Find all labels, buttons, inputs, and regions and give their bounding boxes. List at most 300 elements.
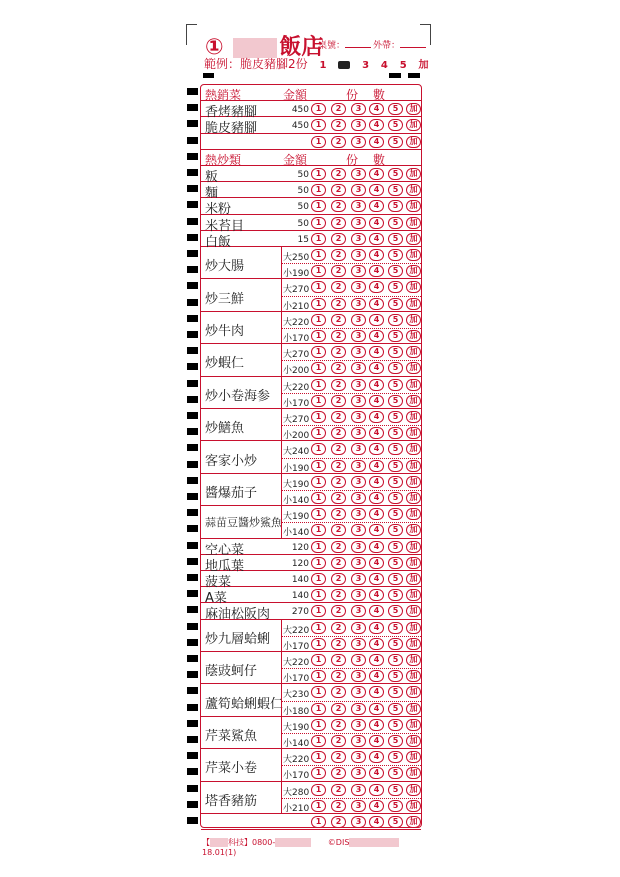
quantity-bubble-5[interactable]: 5 <box>388 800 403 812</box>
quantity-bubble-1[interactable]: 1 <box>311 524 326 536</box>
quantity-bubble-add[interactable]: 加 <box>406 168 421 180</box>
quantity-bubble-add[interactable]: 加 <box>406 265 421 277</box>
example-bubble-5: 5 <box>399 60 407 71</box>
quantity-bubble-4[interactable]: 4 <box>369 395 384 407</box>
quantity-bubble-5[interactable]: 5 <box>388 735 403 747</box>
quantity-bubble-2[interactable]: 2 <box>331 281 346 293</box>
quantity-bubble-1[interactable]: 1 <box>311 573 326 585</box>
quantity-bubble-5[interactable]: 5 <box>388 816 403 828</box>
quantity-bubble-5[interactable]: 5 <box>388 249 403 261</box>
quantity-bubble-3[interactable]: 3 <box>351 136 366 148</box>
quantity-bubble-4[interactable]: 4 <box>369 411 384 423</box>
quantity-bubble-4[interactable]: 4 <box>369 265 384 277</box>
quantity-bubble-1[interactable]: 1 <box>311 314 326 326</box>
quantity-bubble-5[interactable]: 5 <box>388 119 403 131</box>
quantity-bubble-1[interactable]: 1 <box>311 200 326 212</box>
quantity-bubble-3[interactable]: 3 <box>351 233 366 245</box>
quantity-bubble-add[interactable]: 加 <box>406 298 421 310</box>
timing-mark <box>187 137 198 144</box>
quantity-bubble-5[interactable]: 5 <box>388 557 403 569</box>
quantity-bubble-1[interactable]: 1 <box>311 703 326 715</box>
quantity-bubble-2[interactable]: 2 <box>331 298 346 310</box>
size-price-small: 小170 <box>283 674 310 685</box>
quantity-bubble-5[interactable]: 5 <box>388 589 403 601</box>
timing-mark <box>187 396 198 403</box>
quantity-bubble-5[interactable]: 5 <box>388 508 403 520</box>
quantity-bubble-5[interactable]: 5 <box>388 346 403 358</box>
quantity-bubble-1[interactable]: 1 <box>311 330 326 342</box>
menu-item-row <box>201 409 421 441</box>
quantity-bubble-2[interactable]: 2 <box>331 703 346 715</box>
quantity-bubble-3[interactable]: 3 <box>351 638 366 650</box>
quantity-bubble-3[interactable]: 3 <box>351 314 366 326</box>
quantity-bubble-4[interactable]: 4 <box>369 476 384 488</box>
quantity-bubble-4[interactable]: 4 <box>369 184 384 196</box>
quantity-bubble-2[interactable]: 2 <box>331 427 346 439</box>
quantity-bubble-4[interactable]: 4 <box>369 119 384 131</box>
menu-item-name: 菠菜 <box>205 575 232 591</box>
quantity-bubble-3[interactable]: 3 <box>351 557 366 569</box>
quantity-bubble-add[interactable]: 加 <box>406 508 421 520</box>
timing-mark <box>187 282 198 289</box>
quantity-bubble-4[interactable]: 4 <box>369 508 384 520</box>
quantity-bubble-2[interactable]: 2 <box>331 589 346 601</box>
quantity-bubble-add[interactable]: 加 <box>406 443 421 455</box>
quantity-bubble-5[interactable]: 5 <box>388 605 403 617</box>
quantity-bubble-2[interactable]: 2 <box>331 362 346 374</box>
quantity-bubble-add[interactable]: 加 <box>406 281 421 293</box>
menu-item-name: 蒜苗豆醬炒鯊魚 <box>205 516 282 530</box>
quantity-bubble-4[interactable]: 4 <box>369 784 384 796</box>
timing-mark <box>187 525 198 532</box>
quantity-bubble-5[interactable]: 5 <box>388 541 403 553</box>
quantity-bubble-2[interactable]: 2 <box>331 767 346 779</box>
quantity-bubble-1[interactable]: 1 <box>311 168 326 180</box>
quantity-bubble-5[interactable]: 5 <box>388 233 403 245</box>
quantity-bubble-add[interactable]: 加 <box>406 524 421 536</box>
example-filled-bubble-icon <box>338 61 350 69</box>
quantity-bubble-2[interactable]: 2 <box>331 249 346 261</box>
quantity-bubble-2[interactable]: 2 <box>331 605 346 617</box>
quantity-bubble-add[interactable]: 加 <box>406 589 421 601</box>
quantity-bubble-3[interactable]: 3 <box>351 735 366 747</box>
quantity-bubble-1[interactable]: 1 <box>311 217 326 229</box>
quantity-bubble-add[interactable]: 加 <box>406 217 421 229</box>
quantity-bubble-add[interactable]: 加 <box>406 379 421 391</box>
quantity-bubble-1[interactable]: 1 <box>311 346 326 358</box>
quantity-bubble-2[interactable]: 2 <box>331 476 346 488</box>
quantity-bubble-1[interactable]: 1 <box>311 136 326 148</box>
quantity-bubble-4[interactable]: 4 <box>369 541 384 553</box>
quantity-bubble-2[interactable]: 2 <box>331 751 346 763</box>
quantity-bubble-3[interactable]: 3 <box>351 573 366 585</box>
quantity-bubble-3[interactable]: 3 <box>351 443 366 455</box>
quantity-bubble-2[interactable]: 2 <box>331 184 346 196</box>
quantity-bubble-5[interactable]: 5 <box>388 622 403 634</box>
quantity-bubble-1[interactable]: 1 <box>311 767 326 779</box>
quantity-bubble-4[interactable]: 4 <box>369 654 384 666</box>
quantity-bubble-add[interactable]: 加 <box>406 103 421 115</box>
size-price-small: 小200 <box>283 431 310 442</box>
quantity-bubble-5[interactable]: 5 <box>388 654 403 666</box>
quantity-bubble-5[interactable]: 5 <box>388 298 403 310</box>
quantity-bubble-5[interactable]: 5 <box>388 281 403 293</box>
quantity-bubble-add[interactable]: 加 <box>406 119 421 131</box>
quantity-bubble-2[interactable]: 2 <box>331 784 346 796</box>
size-price-small: 小140 <box>283 738 310 749</box>
quantity-bubble-2[interactable]: 2 <box>331 654 346 666</box>
quantity-bubble-add[interactable]: 加 <box>406 719 421 731</box>
quantity-bubble-2[interactable]: 2 <box>331 443 346 455</box>
quantity-bubble-2[interactable]: 2 <box>331 670 346 682</box>
quantity-bubble-1[interactable]: 1 <box>311 605 326 617</box>
quantity-bubble-2[interactable]: 2 <box>331 719 346 731</box>
quantity-bubble-1[interactable]: 1 <box>311 460 326 472</box>
quantity-bubble-add[interactable]: 加 <box>406 638 421 650</box>
timing-mark <box>187 574 198 581</box>
quantity-bubble-1[interactable]: 1 <box>311 103 326 115</box>
quantity-bubble-1[interactable]: 1 <box>311 541 326 553</box>
example-bubble-1: 1 <box>319 60 327 71</box>
quantity-bubble-2[interactable]: 2 <box>331 686 346 698</box>
quantity-bubble-add[interactable]: 加 <box>406 686 421 698</box>
quantity-bubble-add[interactable]: 加 <box>406 314 421 326</box>
quantity-bubble-3[interactable]: 3 <box>351 767 366 779</box>
quantity-bubble-1[interactable]: 1 <box>311 654 326 666</box>
quantity-bubble-5[interactable]: 5 <box>388 136 403 148</box>
quantity-bubble-1[interactable]: 1 <box>311 784 326 796</box>
quantity-bubble-5[interactable]: 5 <box>388 784 403 796</box>
quantity-bubble-4[interactable]: 4 <box>369 298 384 310</box>
quantity-bubble-add[interactable]: 加 <box>406 200 421 212</box>
quantity-bubble-4[interactable]: 4 <box>369 103 384 115</box>
menu-item-row <box>201 279 421 311</box>
quantity-bubble-3[interactable]: 3 <box>351 816 366 828</box>
quantity-bubble-2[interactable]: 2 <box>331 541 346 553</box>
quantity-bubble-2[interactable]: 2 <box>331 265 346 277</box>
quantity-bubble-3[interactable]: 3 <box>351 265 366 277</box>
quantity-bubble-2[interactable]: 2 <box>331 233 346 245</box>
menu-item-name: 麵 <box>205 186 219 202</box>
quantity-bubble-add[interactable]: 加 <box>406 541 421 553</box>
quantity-bubble-2[interactable]: 2 <box>331 460 346 472</box>
quantity-bubble-add[interactable]: 加 <box>406 346 421 358</box>
quantity-bubble-2[interactable]: 2 <box>331 557 346 569</box>
quantity-bubble-3[interactable]: 3 <box>351 508 366 520</box>
menu-item-row <box>201 182 421 202</box>
quantity-bubble-5[interactable]: 5 <box>388 362 403 374</box>
takeout-field[interactable]: 外帶： <box>373 38 426 51</box>
quantity-bubble-1[interactable]: 1 <box>311 233 326 245</box>
quantity-bubble-add[interactable]: 加 <box>406 784 421 796</box>
quantity-bubble-1[interactable]: 1 <box>311 492 326 504</box>
footer: 【 科技】0800- ©DIS 18.01(1) <box>202 837 427 857</box>
quantity-bubble-add[interactable]: 加 <box>406 605 421 617</box>
quantity-bubble-3[interactable]: 3 <box>351 460 366 472</box>
menu-item-name: 香烤豬腳 <box>205 105 258 121</box>
quantity-bubble-4[interactable]: 4 <box>369 524 384 536</box>
quantity-bubble-add[interactable]: 加 <box>406 654 421 666</box>
quantity-bubble-3[interactable]: 3 <box>351 411 366 423</box>
quantity-bubble-5[interactable]: 5 <box>388 476 403 488</box>
quantity-bubble-3[interactable]: 3 <box>351 362 366 374</box>
quantity-bubble-2[interactable]: 2 <box>331 103 346 115</box>
quantity-bubble-2[interactable]: 2 <box>331 379 346 391</box>
menu-item-name: 炒九層蛤蜊 <box>205 631 271 647</box>
footer-copyright: ©DIS <box>327 838 350 847</box>
quantity-bubble-4[interactable]: 4 <box>369 249 384 261</box>
quantity-bubble-2[interactable]: 2 <box>331 217 346 229</box>
quantity-bubble-4[interactable]: 4 <box>369 751 384 763</box>
quantity-bubble-4[interactable]: 4 <box>369 605 384 617</box>
quantity-bubble-4[interactable]: 4 <box>369 686 384 698</box>
quantity-bubble-3[interactable]: 3 <box>351 184 366 196</box>
quantity-bubble-2[interactable]: 2 <box>331 314 346 326</box>
quantity-bubble-add[interactable]: 加 <box>406 249 421 261</box>
quantity-bubble-3[interactable]: 3 <box>351 330 366 342</box>
quantity-bubble-2[interactable]: 2 <box>331 168 346 180</box>
quantity-bubble-add[interactable]: 加 <box>406 233 421 245</box>
quantity-bubble-add[interactable]: 加 <box>406 767 421 779</box>
quantity-bubble-1[interactable]: 1 <box>311 719 326 731</box>
quantity-bubble-3[interactable]: 3 <box>351 784 366 796</box>
quantity-bubble-5[interactable]: 5 <box>388 379 403 391</box>
quantity-bubble-1[interactable]: 1 <box>311 249 326 261</box>
quantity-bubble-3[interactable]: 3 <box>351 298 366 310</box>
quantity-bubble-add[interactable]: 加 <box>406 476 421 488</box>
quantity-bubble-1[interactable]: 1 <box>311 281 326 293</box>
quantity-bubble-5[interactable]: 5 <box>388 703 403 715</box>
quantity-bubble-3[interactable]: 3 <box>351 719 366 731</box>
quantity-bubble-4[interactable]: 4 <box>369 816 384 828</box>
quantity-bubble-4[interactable]: 4 <box>369 314 384 326</box>
quantity-bubble-4[interactable]: 4 <box>369 800 384 812</box>
quantity-bubble-add[interactable]: 加 <box>406 136 421 148</box>
quantity-bubble-1[interactable]: 1 <box>311 508 326 520</box>
menu-item-name: 麻油松阪肉 <box>205 607 271 623</box>
quantity-bubble-4[interactable]: 4 <box>369 281 384 293</box>
quantity-bubble-1[interactable]: 1 <box>311 816 326 828</box>
quantity-bubble-2[interactable]: 2 <box>331 119 346 131</box>
quantity-bubble-1[interactable]: 1 <box>311 427 326 439</box>
quantity-bubble-add[interactable]: 加 <box>406 557 421 569</box>
quantity-bubble-2[interactable]: 2 <box>331 492 346 504</box>
menu-item-name: 炒小卷海参 <box>205 388 271 404</box>
quantity-bubble-3[interactable]: 3 <box>351 119 366 131</box>
timing-mark <box>187 315 198 322</box>
quantity-bubble-5[interactable]: 5 <box>388 524 403 536</box>
quantity-bubble-1[interactable]: 1 <box>311 411 326 423</box>
count-header: 數 <box>373 88 386 102</box>
quantity-bubble-4[interactable]: 4 <box>369 622 384 634</box>
quantity-bubble-3[interactable]: 3 <box>351 541 366 553</box>
quantity-bubble-4[interactable]: 4 <box>369 557 384 569</box>
quantity-bubble-1[interactable]: 1 <box>311 443 326 455</box>
quantity-bubble-3[interactable]: 3 <box>351 605 366 617</box>
quantity-bubble-3[interactable]: 3 <box>351 427 366 439</box>
quantity-bubble-2[interactable]: 2 <box>331 508 346 520</box>
quantity-bubble-4[interactable]: 4 <box>369 379 384 391</box>
quantity-bubble-add[interactable]: 加 <box>406 411 421 423</box>
quantity-bubble-1[interactable]: 1 <box>311 800 326 812</box>
quantity-bubble-add[interactable]: 加 <box>406 622 421 634</box>
quantity-bubble-add[interactable]: 加 <box>406 460 421 472</box>
quantity-bubble-add[interactable]: 加 <box>406 670 421 682</box>
timing-mark <box>408 73 420 78</box>
quantity-bubble-2[interactable]: 2 <box>331 622 346 634</box>
quantity-bubble-5[interactable]: 5 <box>388 411 403 423</box>
quantity-bubble-1[interactable]: 1 <box>311 362 326 374</box>
size-price-small: 小170 <box>283 771 310 782</box>
quantity-bubble-5[interactable]: 5 <box>388 492 403 504</box>
timing-mark <box>187 218 198 225</box>
quantity-bubble-4[interactable]: 4 <box>369 589 384 601</box>
quantity-bubble-2[interactable]: 2 <box>331 346 346 358</box>
quantity-bubble-5[interactable]: 5 <box>388 217 403 229</box>
quantity-bubble-add[interactable]: 加 <box>406 751 421 763</box>
quantity-bubble-3[interactable]: 3 <box>351 281 366 293</box>
quantity-bubble-5[interactable]: 5 <box>388 670 403 682</box>
quantity-bubble-3[interactable]: 3 <box>351 622 366 634</box>
quantity-bubble-5[interactable]: 5 <box>388 427 403 439</box>
quantity-bubble-4[interactable]: 4 <box>369 217 384 229</box>
quantity-bubble-add[interactable]: 加 <box>406 573 421 585</box>
quantity-bubble-1[interactable]: 1 <box>311 184 326 196</box>
quantity-bubble-2[interactable]: 2 <box>331 136 346 148</box>
quantity-bubble-5[interactable]: 5 <box>388 184 403 196</box>
timing-mark <box>187 120 198 127</box>
quantity-bubble-4[interactable]: 4 <box>369 136 384 148</box>
quantity-bubble-4[interactable]: 4 <box>369 719 384 731</box>
quantity-bubble-3[interactable]: 3 <box>351 654 366 666</box>
quantity-bubble-add[interactable]: 加 <box>406 703 421 715</box>
quantity-bubble-4[interactable]: 4 <box>369 767 384 779</box>
quantity-bubble-3[interactable]: 3 <box>351 670 366 682</box>
quantity-bubble-4[interactable]: 4 <box>369 346 384 358</box>
menu-item-name: 炒牛肉 <box>205 323 245 339</box>
quantity-bubble-5[interactable]: 5 <box>388 168 403 180</box>
quantity-bubble-2[interactable]: 2 <box>331 411 346 423</box>
quantity-bubble-4[interactable]: 4 <box>369 638 384 650</box>
quantity-bubble-3[interactable]: 3 <box>351 379 366 391</box>
quantity-bubble-2[interactable]: 2 <box>331 800 346 812</box>
quantity-bubble-2[interactable]: 2 <box>331 330 346 342</box>
quantity-bubble-3[interactable]: 3 <box>351 346 366 358</box>
timing-mark <box>187 590 198 597</box>
quantity-bubble-4[interactable]: 4 <box>369 735 384 747</box>
quantity-bubble-add[interactable]: 加 <box>406 395 421 407</box>
quantity-bubble-1[interactable]: 1 <box>311 670 326 682</box>
quantity-bubble-add[interactable]: 加 <box>406 800 421 812</box>
quantity-bubble-2[interactable]: 2 <box>331 735 346 747</box>
quantity-bubble-4[interactable]: 4 <box>369 492 384 504</box>
quantity-bubble-5[interactable]: 5 <box>388 686 403 698</box>
quantity-bubble-5[interactable]: 5 <box>388 314 403 326</box>
quantity-bubble-5[interactable]: 5 <box>388 638 403 650</box>
quantity-bubble-2[interactable]: 2 <box>331 816 346 828</box>
quantity-bubble-5[interactable]: 5 <box>388 330 403 342</box>
quantity-bubble-add[interactable]: 加 <box>406 816 421 828</box>
quantity-bubble-1[interactable]: 1 <box>311 298 326 310</box>
quantity-bubble-4[interactable]: 4 <box>369 362 384 374</box>
quantity-bubble-3[interactable]: 3 <box>351 217 366 229</box>
quantity-bubble-3[interactable]: 3 <box>351 800 366 812</box>
quantity-bubble-1[interactable]: 1 <box>311 557 326 569</box>
quantity-bubble-1[interactable]: 1 <box>311 638 326 650</box>
quantity-bubble-3[interactable]: 3 <box>351 168 366 180</box>
quantity-bubble-4[interactable]: 4 <box>369 168 384 180</box>
quantity-bubble-3[interactable]: 3 <box>351 524 366 536</box>
quantity-bubble-3[interactable]: 3 <box>351 395 366 407</box>
quantity-bubble-3[interactable]: 3 <box>351 200 366 212</box>
quantity-bubble-4[interactable]: 4 <box>369 443 384 455</box>
quantity-bubble-2[interactable]: 2 <box>331 573 346 585</box>
quantity-bubble-5[interactable]: 5 <box>388 443 403 455</box>
quantity-bubble-1[interactable]: 1 <box>311 476 326 488</box>
quantity-bubble-1[interactable]: 1 <box>311 379 326 391</box>
timing-mark <box>187 736 198 743</box>
quantity-bubble-3[interactable]: 3 <box>351 492 366 504</box>
quantity-bubble-add[interactable]: 加 <box>406 492 421 504</box>
quantity-bubble-1[interactable]: 1 <box>311 622 326 634</box>
quantity-bubble-1[interactable]: 1 <box>311 686 326 698</box>
quantity-bubble-3[interactable]: 3 <box>351 589 366 601</box>
quantity-bubble-add[interactable]: 加 <box>406 427 421 439</box>
quantity-bubble-3[interactable]: 3 <box>351 476 366 488</box>
quantity-bubble-3[interactable]: 3 <box>351 751 366 763</box>
quantity-bubble-5[interactable]: 5 <box>388 103 403 115</box>
quantity-bubble-1[interactable]: 1 <box>311 735 326 747</box>
quantity-bubble-4[interactable]: 4 <box>369 200 384 212</box>
quantity-bubble-4[interactable]: 4 <box>369 460 384 472</box>
quantity-bubble-2[interactable]: 2 <box>331 638 346 650</box>
quantity-bubble-2[interactable]: 2 <box>331 200 346 212</box>
quantity-bubble-1[interactable]: 1 <box>311 751 326 763</box>
quantity-bubble-4[interactable]: 4 <box>369 670 384 682</box>
quantity-bubble-5[interactable]: 5 <box>388 460 403 472</box>
quantity-bubble-1[interactable]: 1 <box>311 119 326 131</box>
quantity-bubble-2[interactable]: 2 <box>331 524 346 536</box>
quantity-bubble-1[interactable]: 1 <box>311 395 326 407</box>
quantity-bubble-add[interactable]: 加 <box>406 330 421 342</box>
timing-mark <box>187 542 198 549</box>
quantity-bubble-4[interactable]: 4 <box>369 573 384 585</box>
quantity-bubble-add[interactable]: 加 <box>406 362 421 374</box>
quantity-bubble-3[interactable]: 3 <box>351 686 366 698</box>
quantity-bubble-4[interactable]: 4 <box>369 330 384 342</box>
quantity-bubble-4[interactable]: 4 <box>369 427 384 439</box>
quantity-bubble-5[interactable]: 5 <box>388 573 403 585</box>
quantity-bubble-3[interactable]: 3 <box>351 103 366 115</box>
quantity-bubble-1[interactable]: 1 <box>311 265 326 277</box>
menu-item-price: 140 <box>291 591 309 602</box>
quantity-bubble-4[interactable]: 4 <box>369 703 384 715</box>
table-number-field[interactable]: 桌號： <box>318 38 371 51</box>
quantity-bubble-5[interactable]: 5 <box>388 200 403 212</box>
quantity-bubble-5[interactable]: 5 <box>388 719 403 731</box>
quantity-bubble-2[interactable]: 2 <box>331 395 346 407</box>
quantity-bubble-1[interactable]: 1 <box>311 589 326 601</box>
quantity-bubble-5[interactable]: 5 <box>388 265 403 277</box>
quantity-bubble-3[interactable]: 3 <box>351 703 366 715</box>
quantity-bubble-5[interactable]: 5 <box>388 767 403 779</box>
quantity-bubble-5[interactable]: 5 <box>388 751 403 763</box>
quantity-bubble-add[interactable]: 加 <box>406 735 421 747</box>
quantity-bubble-add[interactable]: 加 <box>406 184 421 196</box>
quantity-bubble-5[interactable]: 5 <box>388 395 403 407</box>
quantity-bubble-3[interactable]: 3 <box>351 249 366 261</box>
quantity-bubble-4[interactable]: 4 <box>369 233 384 245</box>
